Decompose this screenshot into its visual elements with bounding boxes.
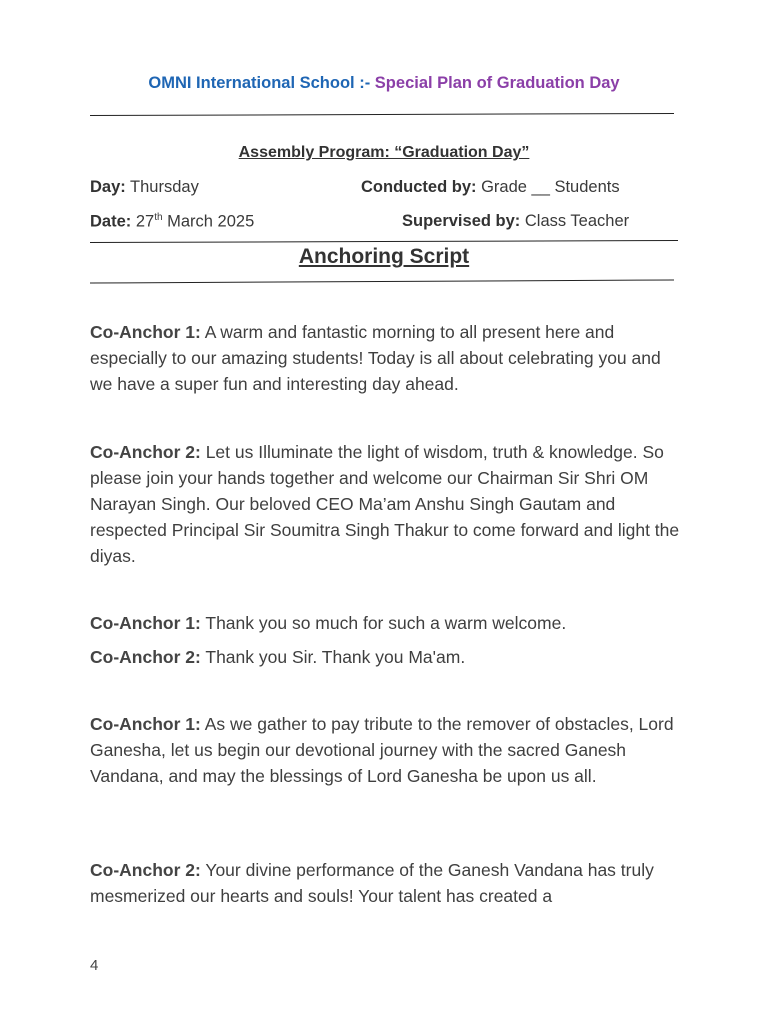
school-name: OMNI International School :- xyxy=(148,74,371,92)
supervised-by-value: Class Teacher xyxy=(520,212,630,230)
meta-divider xyxy=(90,240,678,243)
page-header xyxy=(0,74,768,93)
conducted-by-value: Grade __ Students xyxy=(476,178,620,196)
speaker-label: Co-Anchor 2: xyxy=(90,442,201,462)
day-value: Thursday xyxy=(125,178,199,196)
dialogue-text: Let us Illuminate the light of wisdom, truth & knowledge. So please join your hands together and welcome our Chairman Sir Shri OM Narayan Singh. Our beloved CEO Ma’am Anshu Singh Gautam and respected Principal Sir Soumitra Singh Thakur to come forward and light the diyas. xyxy=(90,442,680,566)
dialogue-line xyxy=(90,857,680,909)
dialogue-line xyxy=(90,644,680,670)
dialogue-line xyxy=(90,610,680,636)
dialogue-text: A warm and fantastic morning to all present here and especially to our amazing students! Today is all about celebrating you and we have a super fun and interesting day ahead. xyxy=(90,322,661,394)
dialogue-text: Thank you so much for such a warm welcome. xyxy=(200,613,567,633)
day-label: Day: xyxy=(90,178,126,196)
date-label: Date: xyxy=(90,212,132,231)
title-divider xyxy=(90,279,674,283)
speaker-label: Co-Anchor 1: xyxy=(90,322,201,342)
anchoring-script-title: Anchoring Script xyxy=(298,245,470,268)
speaker-label: Co-Anchor 2: xyxy=(90,860,201,880)
dialogue-line xyxy=(90,439,680,569)
date-suffix: th xyxy=(154,212,163,223)
date-day: 27 xyxy=(131,212,155,231)
supervised-by-field xyxy=(402,212,629,231)
assembly-title: Assembly Program: “Graduation Day” xyxy=(238,144,530,161)
speaker-label: Co-Anchor 1: xyxy=(90,613,201,633)
page-number: 4 xyxy=(90,957,99,974)
dialogue-text: As we gather to pay tribute to the remover of obstacles, Lord Ganesha, let us begin our devotional journey with the sacred Ganesh Vandana, and may the blessings of Lord Ganesha be upon us all. xyxy=(90,714,674,786)
conducted-by-label: Conducted by: xyxy=(361,178,477,196)
dialogue-line xyxy=(90,711,680,789)
date-field xyxy=(90,212,254,232)
supervised-by-label: Supervised by: xyxy=(402,212,521,230)
dialogue-text: Thank you Sir. Thank you Ma'am. xyxy=(200,647,466,667)
day-field xyxy=(90,178,199,197)
date-rest: March 2025 xyxy=(162,212,255,231)
header-divider xyxy=(90,113,674,116)
dialogue-line xyxy=(90,319,680,397)
speaker-label: Co-Anchor 2: xyxy=(90,647,201,667)
plan-title: Special Plan of Graduation Day xyxy=(370,74,620,92)
dialogue-text: Your divine performance of the Ganesh Vandana has truly mesmerized our hearts and souls! Your talent has created a xyxy=(90,860,654,906)
speaker-label: Co-Anchor 1: xyxy=(90,714,201,734)
conducted-by-field xyxy=(361,178,620,197)
